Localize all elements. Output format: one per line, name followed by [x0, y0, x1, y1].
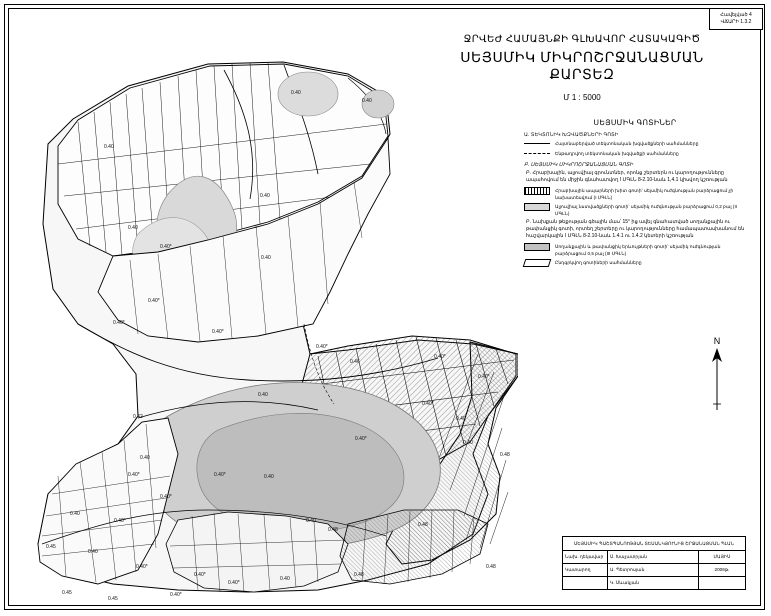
- legend-item-label: Հրաբխային ապարների խիտ գոտի՝ սեյսմիկ ուժգնության բարձրացում չի նախատեսվում (I ՄԳԼՆ): [555, 188, 734, 200]
- title-block-meta: ՄԱՅԻՍ: [713, 554, 731, 559]
- map-label: 0.40: [280, 576, 290, 582]
- map-label: 0.48: [418, 522, 428, 528]
- legend-item: [524, 243, 746, 257]
- legend-note-b: Բ. Հրաբխային, ալյուվիալ գրունտներ, որոնց շերտերն ու կարողությունները ապահովում են միջին գնահատվող I ՄԳԼՆ 8-2.10-նաև 1,4.1 կիսվող կշռության: [526, 170, 728, 183]
- map-label: 0.40*: [228, 580, 240, 586]
- map-label: 0.40: [463, 440, 473, 446]
- title-block-role: Կատարող: [563, 564, 608, 576]
- map-label: 0.48: [486, 564, 496, 570]
- legend-item-label: Ալյուվիալ նստվածքների գոտի՝ սեյսմիկ ուժգնության բարձրացում 0,2 բալ (II ՄԳԼՆ): [555, 204, 738, 216]
- map-svg: [18, 24, 518, 594]
- map-label: 0.40*: [128, 472, 140, 478]
- fault-inferred-swatch-icon: [524, 150, 550, 158]
- map-label: 0.40: [362, 98, 372, 104]
- annex-stamp: [709, 8, 763, 30]
- map-label: 0.42: [133, 414, 143, 420]
- map-label: 0.48: [328, 527, 338, 533]
- legend-item: [524, 150, 746, 158]
- table-row: [563, 564, 745, 577]
- map-label: 0.45: [108, 596, 118, 602]
- map-label: 0.40: [264, 474, 274, 480]
- legend-title: ՍԵՅՍՄԻԿ ԳՈՏԻՆԵՐ: [593, 118, 677, 127]
- map-label: 0.40*: [170, 592, 182, 598]
- map-label: 0.40: [128, 225, 138, 231]
- map-label: 0.40: [260, 193, 270, 199]
- table-row: [563, 551, 745, 564]
- zone-boundary-swatch-icon: [523, 259, 552, 267]
- alluvial-zone-swatch-icon: [524, 203, 550, 211]
- map-label: 0.40*: [136, 564, 148, 570]
- map-label: 0.40*: [113, 320, 125, 326]
- title-block-meta: 2006թ.: [714, 567, 730, 572]
- volcanic-zone-swatch-icon: [524, 187, 550, 195]
- legend-item-label: Ենթադրվող տեկտոնական խզվածքի սահմանները: [555, 151, 679, 156]
- north-arrow: [700, 336, 734, 412]
- north-arrow-letter: N: [713, 336, 721, 346]
- title-block-name: Ս. Խաչատրյան: [608, 551, 699, 563]
- map-label: 0.40*: [114, 518, 126, 524]
- map-label: 0.40*: [148, 298, 160, 304]
- map-label: 0.40: [258, 392, 268, 398]
- map-label: 0.40*: [194, 572, 206, 578]
- legend-item-label: Հայտնաբերված տեկտոնական խզվածքների սահմանները: [555, 141, 699, 146]
- map-label: 0.40*: [422, 401, 434, 407]
- map-label: 0.40: [456, 416, 466, 422]
- legend-item: [524, 203, 746, 217]
- alluvial-patch-n2: [362, 90, 394, 118]
- map-label: 0.48: [354, 572, 364, 578]
- title-block-header: ՍԵՅՍՄԻԿ ՊԱՇՏՊԱՆՈՒԹՅԱՆ ՏԵՍԱՆԿՅՈՒՆԻՑ ՇՐՋԱՆԱՑՄԱՆ ՊԼԱՆ: [563, 537, 745, 551]
- map-label: 0.40: [104, 144, 114, 150]
- map-label: 0.40*: [355, 436, 367, 442]
- map-label: 0.40*: [212, 329, 224, 335]
- map-label: 0.40*: [478, 374, 490, 380]
- map-drawing: [18, 24, 518, 602]
- map-label: 0.40: [306, 518, 316, 524]
- fault-confirmed-swatch-icon: [524, 140, 550, 148]
- table-row: [563, 577, 745, 589]
- drawing-title-block: [562, 536, 746, 590]
- title-block-name: Կ. Սևակյան: [608, 577, 699, 589]
- map-label: 0.40*: [160, 494, 172, 500]
- legend-panel: [524, 118, 746, 269]
- legend-section-a-title: Ա. ՏԵԿՏՈՆԻԿ ԽԶՎԱԾՔՆԵՐԻ ԳՈՏԻ: [524, 132, 619, 138]
- annex-stamp-line2: ՎՃԱՐԻ 1.3.2: [720, 19, 752, 25]
- map-label: 0.40: [70, 511, 80, 517]
- map-label: 0.46: [350, 359, 360, 365]
- map-label: 0.40*: [316, 344, 328, 350]
- north-arrow-icon: [710, 348, 724, 412]
- map-label: 0.40*: [214, 472, 226, 478]
- map-label: 0.45: [46, 544, 56, 550]
- map-label: 0.40: [291, 90, 301, 96]
- title-block-name: Ա. Պետրոսյան: [608, 564, 699, 576]
- map-label: 0.48: [500, 452, 510, 458]
- alluvial-patch-n1: [278, 72, 338, 116]
- map-scale: Մ 1 : 5000: [563, 93, 601, 102]
- annex-stamp-line1: Հավելված 4: [720, 12, 752, 18]
- map-label: 0.45: [62, 590, 72, 596]
- legend-section-b-title: Բ. ՍԵՅՍՄԻԿ ՄԻԿՐՈՇՐՋԱՆԱՑՄԱՆ ԳՈՏԻ: [524, 162, 634, 168]
- map-label: 0.40: [261, 255, 271, 261]
- map-label: 0.40*: [160, 244, 172, 250]
- map-title-line1: ՋՐՎԵԺ ՀԱՄԱՅՆՔԻ ԳԼԽԱՎՈՐ ՀԱՏԱԿԱԳԻԾ: [463, 34, 701, 45]
- title-block-role: [563, 577, 608, 589]
- map-label: 0.40: [140, 455, 150, 461]
- title-block-meta: [699, 577, 745, 589]
- legend-item: [524, 140, 746, 148]
- map-title-line2: ՍԵՅՍՄԻԿ ՄԻԿՐՈՇՐՋԱՆԱՑՄԱՆ ՔԱՐՏԵԶ: [460, 49, 704, 82]
- landslide-zone-swatch-icon: [524, 243, 550, 251]
- map-label: 0.40: [88, 549, 98, 555]
- legend-item: [524, 259, 746, 267]
- legend-item-label: Սողանքային և թափանցիկ երևույթների գոտի՝ սեյսմիկ ուժգնության բարձրացում 0,5 բալ (III ՄԳԼՆ): [555, 244, 721, 256]
- legend-item: [524, 187, 746, 201]
- legend-note-c: Բ. Նախքան թեքության գծային մաս՝ 15° ից ավել գնահատված սողանքային ու թափանցիկ գոտի, որտեղ շերտերը ու կարողությունները համապատասխանում են հաշվարկային I ՄԳԼՆ 8-2.10-նաև 1.4.1 ու 1.4.2 կետերի կշռության: [526, 219, 745, 239]
- legend-item-label: Ընդգրկվող գոտիների սահմանները: [555, 260, 642, 265]
- title-block-role: Նախ. ղեկավար: [563, 551, 608, 563]
- map-label: 0.40*: [434, 354, 446, 360]
